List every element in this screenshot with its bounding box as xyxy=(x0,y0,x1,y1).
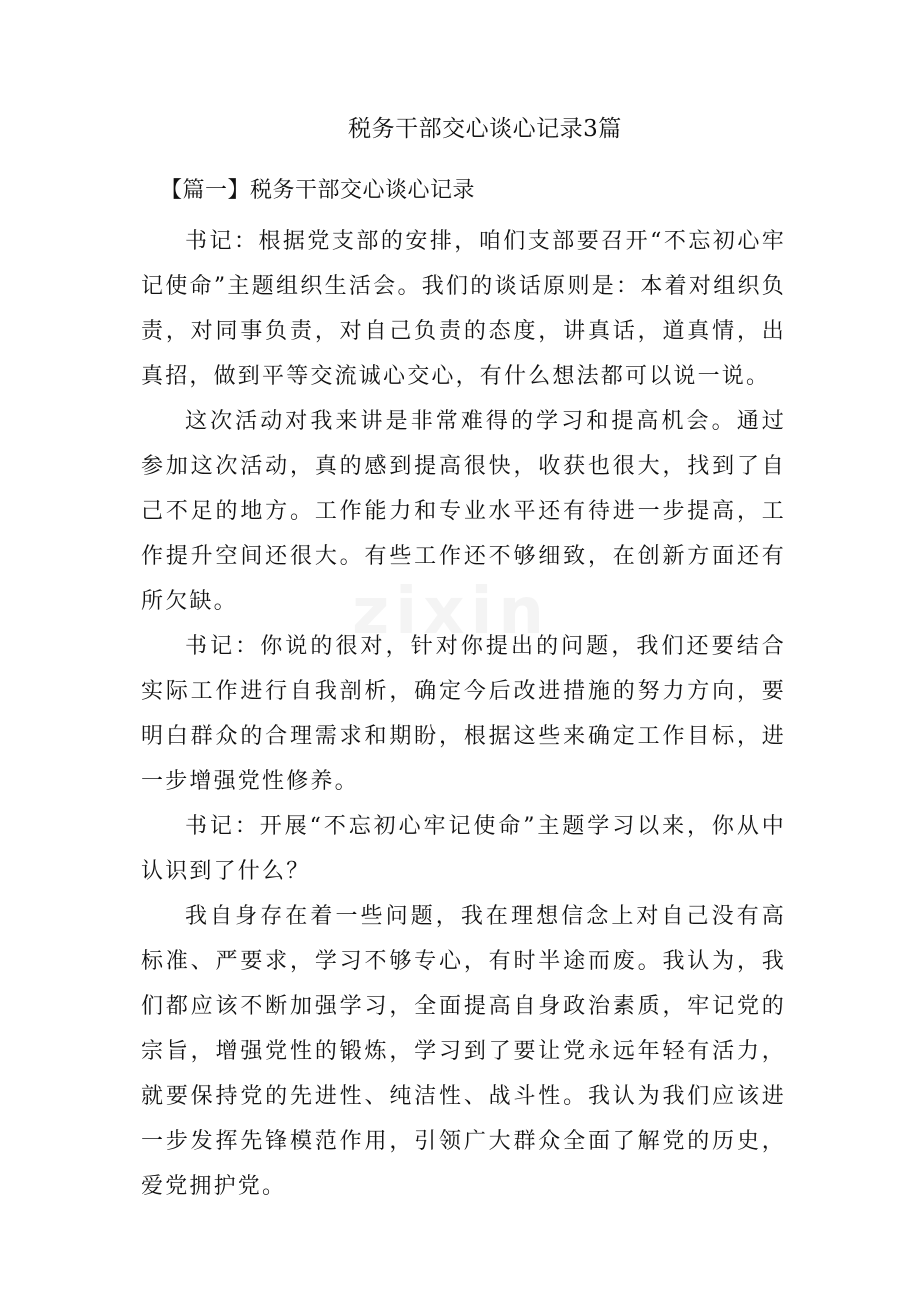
paragraph-2: 这次活动对我来讲是非常难得的学习和提高机会。通过参加这次活动，真的感到提高很快，收获也很大，找到了自己不足的地方。工作能力和专业水平还有待进一步提高，工作提升空间还很大。有些工作还不够细致，在创新方面还有所欠缺。 xyxy=(141,409,786,614)
paragraph-4: 书记：开展“不忘初心牢记使命”主题学习以来，你从中认识到了什么？ xyxy=(141,814,786,884)
section-heading: 【篇一】税务干部交心谈心记录 xyxy=(160,178,476,203)
document-body xyxy=(141,219,786,1209)
paragraph-3: 书记：你说的很对，针对你提出的问题，我们还要结合实际工作进行自我剖析，确定今后改进措施的努力方向，要明白群众的合理需求和期盼，根据这些来确定工作目标，进一步增强党性修养。 xyxy=(141,634,786,794)
paragraph-5: 我自身存在着一些问题，我在理想信念上对自己没有高标准、严要求，学习不够专心，有时半途而废。我认为，我们都应该不断加强学习，全面提高自身政治素质，牢记党的宗旨，增强党性的锻炼，学习到了要让党永远年轻有活力，就要保持党的先进性、纯洁性、战斗性。我认为我们应该进一步发挥先锋模范作用，引领广大群众全面了解党的历史，爱党拥护党。 xyxy=(141,904,786,1199)
paragraph-1: 书记：根据党支部的安排，咱们支部要召开“不忘初心牢记使命”主题组织生活会。我们的谈话原则是：本着对组织负责，对同事负责，对自己负责的态度，讲真话，道真情，出真招，做到平等交流诚心交心，有什么想法都可以说一说。 xyxy=(141,229,786,389)
document-title: 税务干部交心谈心记录3篇 xyxy=(348,116,622,142)
watermark: zixin xyxy=(352,575,550,649)
